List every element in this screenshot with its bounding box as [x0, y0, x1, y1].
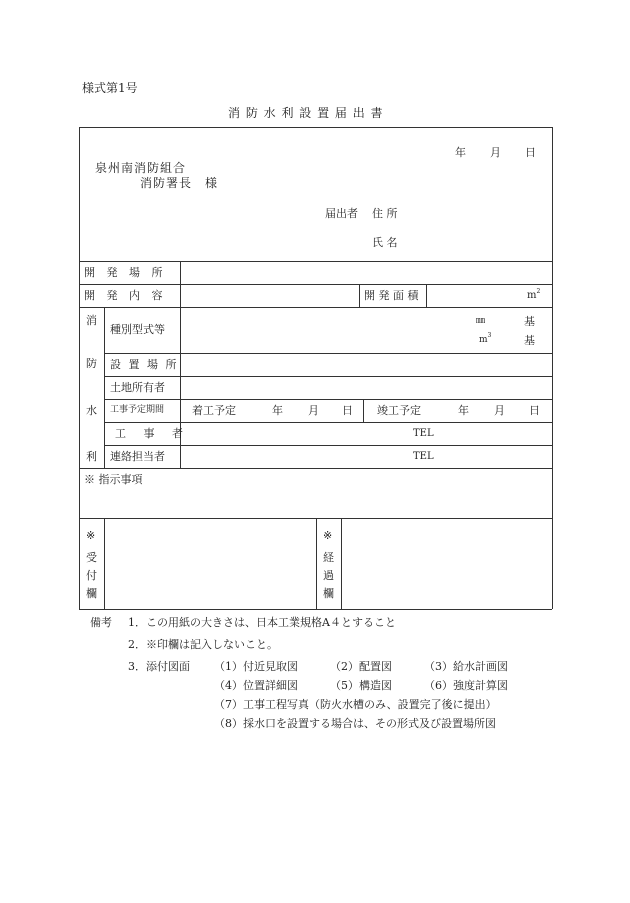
- row-line: [79, 284, 552, 285]
- form-number: 様式第1号: [82, 81, 138, 95]
- progress-mark: ※: [323, 529, 333, 542]
- table-border-left: [79, 127, 80, 609]
- receipt-mark: ※: [86, 529, 96, 542]
- type-count-2: 基: [524, 334, 535, 347]
- addressee-honorific: 様: [205, 176, 218, 190]
- contact-tel: TEL: [413, 451, 434, 462]
- addressee-org: 泉州南消防組合: [95, 161, 187, 175]
- receipt-label-2: 付: [86, 569, 97, 582]
- row-line: [104, 376, 552, 377]
- date-month: 月: [490, 146, 501, 159]
- attachment-2: （2）配置図: [330, 660, 392, 673]
- attachment-7: （7）工事工程写真（防火水槽のみ、設置完了後に提出）: [214, 698, 497, 711]
- attachment-1: （1）付近見取図: [214, 660, 298, 673]
- col-line: [316, 518, 317, 609]
- col-line: [363, 399, 364, 422]
- dev-site-label: 開 発 場 所: [84, 266, 167, 279]
- applicant-name-label: 氏 名: [372, 236, 398, 249]
- progress-label-3: 欄: [323, 587, 334, 600]
- note-item-1: 1．この用紙の大きさは、日本工業規格A４とすること: [128, 616, 396, 629]
- area-unit: $m^2$: [527, 288, 541, 301]
- progress-label-2: 過: [323, 569, 334, 582]
- attachment-8: （8）採水口を設置する場合は、その形式及び設置場所図: [214, 717, 496, 730]
- addressee-person: 消防署長: [140, 176, 193, 190]
- start-label: 着工予定: [192, 404, 236, 417]
- col-line: [104, 518, 105, 609]
- notes-label: 備考: [90, 616, 112, 629]
- attachment-4: （4）位置詳細図: [214, 679, 298, 692]
- receipt-label-3: 欄: [86, 587, 97, 600]
- row-line: [79, 261, 552, 262]
- applicant-address-label: 住 所: [372, 207, 398, 220]
- period-label: 工事予定期間: [110, 405, 165, 415]
- attachment-3: （3）給水計画図: [424, 660, 508, 673]
- note-item-2: 2．※印欄は記入しないこと。: [128, 638, 278, 651]
- type-count-1: 基: [524, 315, 535, 328]
- col-line: [341, 518, 342, 609]
- attachment-5: （5）構造図: [330, 679, 392, 692]
- progress-label-1: 経: [323, 551, 334, 564]
- end-year: 年: [458, 404, 469, 417]
- note-item-3: 3．添付図面: [128, 660, 190, 673]
- row-line: [104, 445, 552, 446]
- end-day: 日: [529, 404, 540, 417]
- dev-area-label: 開 発 面 積: [364, 289, 419, 302]
- col-line: [359, 284, 360, 307]
- instructions-label: ※ 指示事項: [84, 473, 143, 486]
- date-year: 年: [455, 146, 466, 159]
- type-unit-m3: $m^3$: [479, 332, 492, 345]
- dev-content-label: 開 発 内 容: [84, 289, 167, 302]
- type-label: 種別型式等: [110, 323, 165, 336]
- table-border-bottom: [79, 609, 552, 610]
- col-line: [426, 284, 427, 307]
- group-column-line: [104, 307, 105, 468]
- group-label-3: 水: [86, 404, 97, 417]
- install-site-label: 設 置 場 所: [110, 358, 179, 371]
- row-line: [104, 353, 552, 354]
- group-label-2: 防: [86, 357, 97, 370]
- start-month: 月: [308, 404, 319, 417]
- receipt-label-1: 受: [86, 551, 97, 564]
- table-border-right: [552, 127, 553, 609]
- contractor-label: 工 事 者: [115, 427, 190, 440]
- end-month: 月: [494, 404, 505, 417]
- date-day: 日: [525, 146, 536, 159]
- group-label-4: 利: [86, 450, 97, 463]
- row-line: [79, 307, 552, 308]
- start-day: 日: [342, 404, 353, 417]
- contractor-tel: TEL: [413, 428, 434, 439]
- contact-label: 連絡担当者: [110, 450, 165, 463]
- attachment-6: （6）強度計算図: [424, 679, 508, 692]
- land-owner-label: 土地所有者: [110, 381, 165, 394]
- row-line: [104, 399, 552, 400]
- row-line: [104, 422, 552, 423]
- row-line: [79, 468, 552, 469]
- group-label-1: 消: [86, 314, 97, 327]
- applicant-label: 届出者: [325, 207, 358, 220]
- table-border-top: [79, 127, 552, 128]
- end-label: 竣工予定: [377, 404, 421, 417]
- type-unit-mm: ㎜: [476, 316, 486, 326]
- form-title: 消 防 水 利 設 置 届 出 書: [228, 106, 384, 120]
- start-year: 年: [272, 404, 283, 417]
